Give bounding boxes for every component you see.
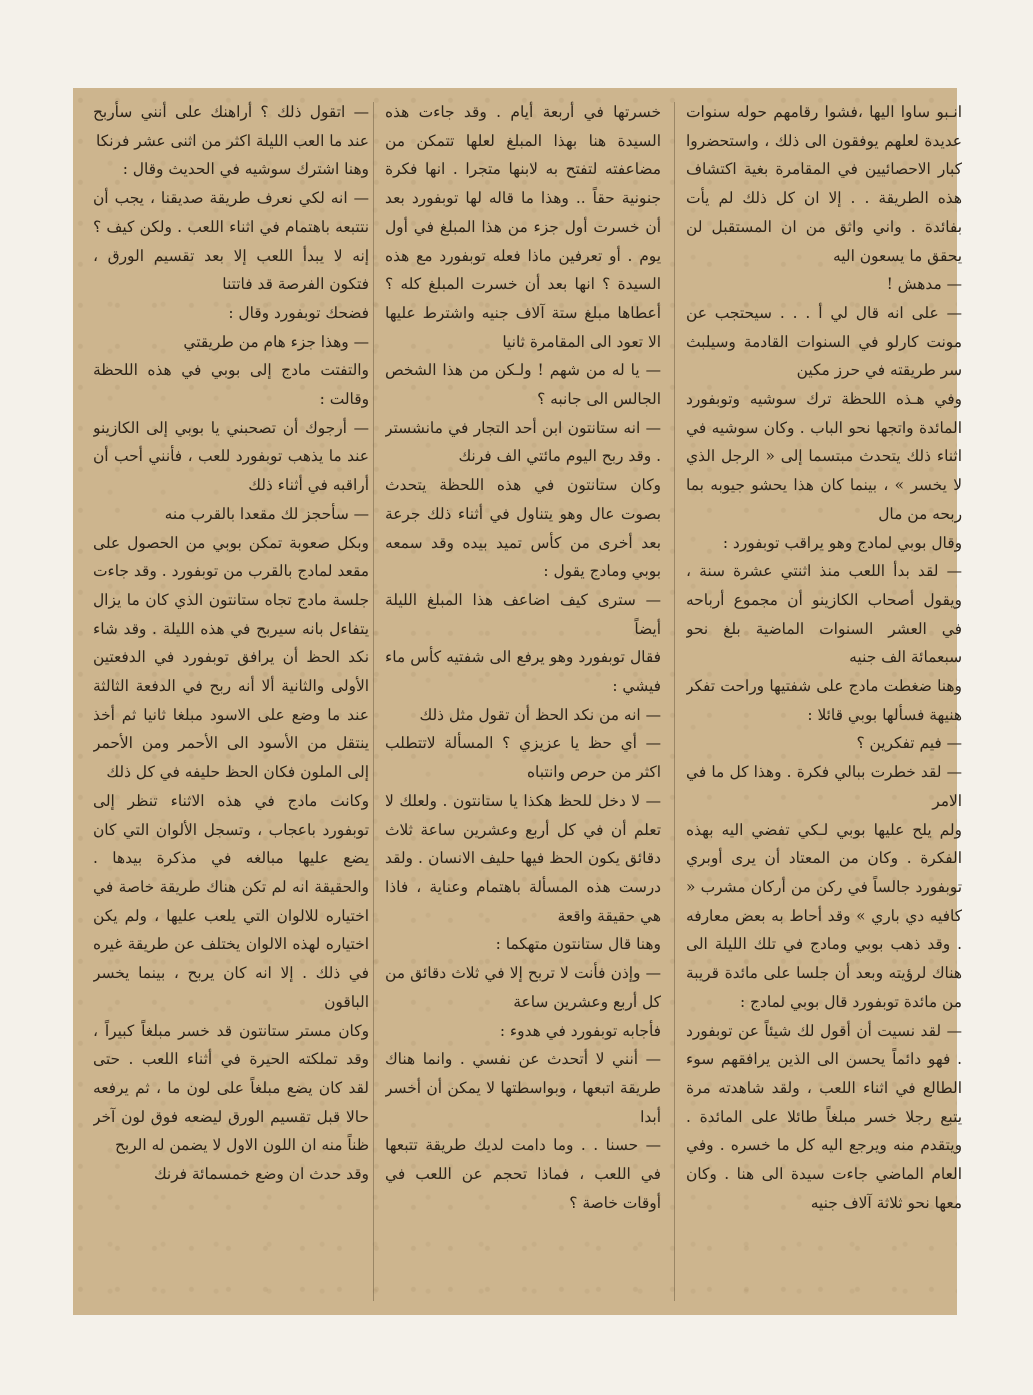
paragraph: انـبو ساوا اليها ،فشوا رقامهم حوله سنوات عديدة لعلهم يوفقون الى ذلك ، واستحضروا كبار الاحصائيين في المقامرة بغية اكتشاف هذه الطريقة . . إلا ان كل ذلك لم يأت بفائدة . واني واثق من ان المستقبل لن يحقق ما يسعون اليه (686, 103, 962, 265)
paragraph: — أي حظ يا عزيزي ؟ المسألة لاتتطلب اكثر من حرص وانتباه (385, 734, 661, 782)
text-column-left (93, 98, 369, 1305)
paragraph: فقال توبفورد وهو يرفع الى شفتيه كأس ماء فيشي : (385, 648, 661, 696)
paragraph: — يا له من شهم ! ولـكن من هذا الشخص الجالس الى جانبه ؟ (385, 361, 661, 409)
paragraph: وهنا ضغطت مادج على شفتيها وراحت تفكر هنيهة فسألها بوبي قائلا : (686, 677, 962, 724)
paragraph: وهنا اشترك سوشيه في الحديث وقال : (122, 160, 369, 179)
paragraph: وفي هـذه اللحظة ترك سوشيه وتوبفورد المائدة واتجها نحو الباب . وكان سوشيه في اثناء ذلك يتحدث مبتسما إلى « الرجل الذي لا يخسر » ، بينما كان هذا يحشو جيوبه بما ربحه من مال (686, 390, 962, 523)
paragraph: — انه ستانتون ابن أحد التجار في مانشستر . وقد ربح اليوم مائتي الف فرنك (385, 418, 661, 466)
paragraph: — وإذن فأنت لا تربح إلا في ثلاث دقائق من كل أربع وعشرين ساعة (385, 964, 661, 1011)
paragraph: وقد حدث ان وضع خمسمائة فرنك (153, 1165, 369, 1184)
paragraph: وكان ستانتون في هذه اللحظة يتحدث بصوت عال وهو يتناول في أثناء ذلك جرعة بعد أخرى من كأس تميد بيده وقد سمعه بوبي ومادج يقول : (385, 476, 661, 581)
paragraph: — فيم تفكرين ؟ (856, 734, 962, 753)
column-divider (674, 102, 675, 1301)
paragraph: — لقد خطرت ببالي فكرة . وهذا كل ما في الامر (686, 763, 962, 810)
paragraph: فأجابه توبفورد في هدوء : (499, 1021, 661, 1040)
paragraph: والتفتت مادج إلى بوبي في هذه اللحظة وقالت : (93, 361, 369, 409)
text-column-right (686, 98, 962, 1305)
paragraph: — حسنا . . وما دامت لديك طريقة تتبعها في اللعب ، فماذا تحجم عن اللعب في أوقات خاصة ؟ (385, 1136, 661, 1212)
paragraph: — أرجوك أن تصحبني يا بوبي إلى الكازينو عند ما يذهب توبفورد للعب ، فأنني أحب أن أراقبه في أثناء ذلك (93, 418, 369, 495)
paragraph: — سأحجز لك مقعدا بالقرب منه (164, 504, 369, 523)
paragraph: وكان مستر ستانتون قد خسر مبلغاً كبيراً ، وقد تملكته الحيرة في أثناء اللعب . حتى لقد كان يضع مبلغاً على لون ما ، ثم يرفعه حالا قبل تقسيم الورق ليضعه فوق لون آخر ظناً منه ان اللون الاول لا يضمن له الربح (93, 1021, 369, 1155)
text-column-middle (385, 98, 661, 1305)
paragraph: — انه لكي نعرف طريقة صديقنا ، يجب أن نتتبعه باهتمام في اثناء اللعب . ولكن كيف ؟ إنه لا يبدأ اللعب إلا بعد تقسيم الورق ، فتكون الفرصة قد فاتتنا (93, 189, 369, 294)
paragraph: — لقد نسيت أن أقول لك شيئاً عن توبفورد . فهو دائماً يحسن الى الذين يرافقهم سوء الطالع في اثناء اللعب ، ولقد شاهدته مرة يتبع رجلا خسر مبلغاً طائلا على المائدة . ويتقدم منه ويرجع اليه كل ما خسره . وفي العام الماضي جاءت سيدة الى هنا . وكان معها نحو ثلاثة آلاف جنيه (686, 1021, 962, 1212)
paragraph: — لقد بدأ اللعب منذ اثنتي عشرة سنة ، ويقول أصحاب الكازينو أن مجموع أرباحه في العشر السنوات الماضية بلغ نحو سبعمائة الف جنيه (686, 562, 962, 667)
paragraph: خسرتها في أربعة أيام . وقد جاءت هذه السيدة هنا بهذا المبلغ لعلها تتمكن من مضاعفته لتفتح به لابنها متجرا . انها فكرة جنونية حقاً .. وهذا ما قاله لها توبفورد بعد أن خسرت أول جزء من هذا المبلغ في أول يوم . أو تعرفين ماذا فعله توبفورد مع هذه السيدة ؟ انها بعد أن خسرت المبلغ كله ؟ أعطاها مبلغ ستة آلاف جنيه واشترط عليها الا تعود الى المقامرة ثانيا (385, 103, 661, 351)
paragraph: وهنا قال ستانتون متهكما : (495, 935, 661, 954)
paragraph: — انه من نكد الحظ أن تقول مثل ذلك (419, 705, 661, 724)
paragraph: — وهذا جزء هام من طريقتي (183, 332, 369, 351)
paragraph: — اتقول ذلك ؟ أراهنك على أنني سأربح عند ما العب الليلة اكثر من اثنى عشر فرنكا (93, 103, 369, 150)
paragraph: — أنني لا أتحدث عن نفسي . وانما هناك طريقة اتبعها ، وبواسطتها لا يمكن أن أخسر أبدا (385, 1050, 661, 1126)
paragraph: ولم يلح عليها بوبي لـكي تفضي اليه بهذه الفكرة . وكان من المعتاد أن يرى أوبري توبفورد جالساً في ركن من أركان مشرب « كافيه دي باري » وقد أحاط به بعض معارفه . وقد ذهب بوبي ومادج في تلك الليلة الى هناك لرؤيته وبعد أن جلسا على مائدة قريبة من مائدة توبفورد قال بوبي لمادج : (686, 820, 962, 1011)
paragraph: — مدهش ! (886, 275, 962, 294)
column-divider (373, 102, 374, 1301)
paragraph: وكانت مادج في هذه الاثناء تنظر إلى توبفورد باعجاب ، وتسجل الألوان التي كان يضع عليها مبالغه في مذكرة بيدها . والحقيقة انه لم تكن هناك طريقة خاصة في اختياره للالوان التي يلعب عليها ، ولم يكن اختياره لهذه الالوان يختلف عن طريقة غيره في ذلك . إلا انه كان يربح ، بينما يخسر الباقون (93, 791, 369, 1011)
paragraph: وبكل صعوبة تمكن بوبي من الحصول على مقعد لمادج بالقرب من توبفورد . وقد جاءت جلسة مادج تجاه ستانتون الذي كان ما يزال يتفاءل بانه سيربح في هذه الليلة . وقد شاء نكد الحظ أن يرافق توبفورد في الدفعتين الأولى والثانية ألا أنه ربح في الدفعة الثالثة عند ما وضع على الاسود مبلغا ثانيا ثم أخذ ينتقل من الأسود الى الأحمر ومن الأحمر إلى الملون فكان الحظ حليفه في كل ذلك (93, 533, 369, 782)
paragraph: — لا دخل للحظ هكذا يا ستانتون . ولعلك لا تعلم أن في كل أربع وعشرين ساعة ثلاث دقائق يكون الحظ فيها حليف الانسان . ولقد درست هذه المسألة باهتمام وعناية ، فاذا هي حقيقة واقعة (385, 791, 661, 925)
newspaper-page (73, 88, 962, 1315)
paragraph: وقال بوبي لمادج وهو يراقب توبفورد : (722, 533, 962, 552)
paragraph: — على انه قال لي أ . . . سيحتجب عن مونت كارلو في السنوات القادمة وسيلبث سر طريقته في حرز مكين (686, 303, 962, 380)
paragraph: — سترى كيف اضاعف هذا المبلغ الليلة أيضاً (385, 590, 661, 638)
paragraph: فضحك توبفورد وقال : (228, 303, 369, 322)
